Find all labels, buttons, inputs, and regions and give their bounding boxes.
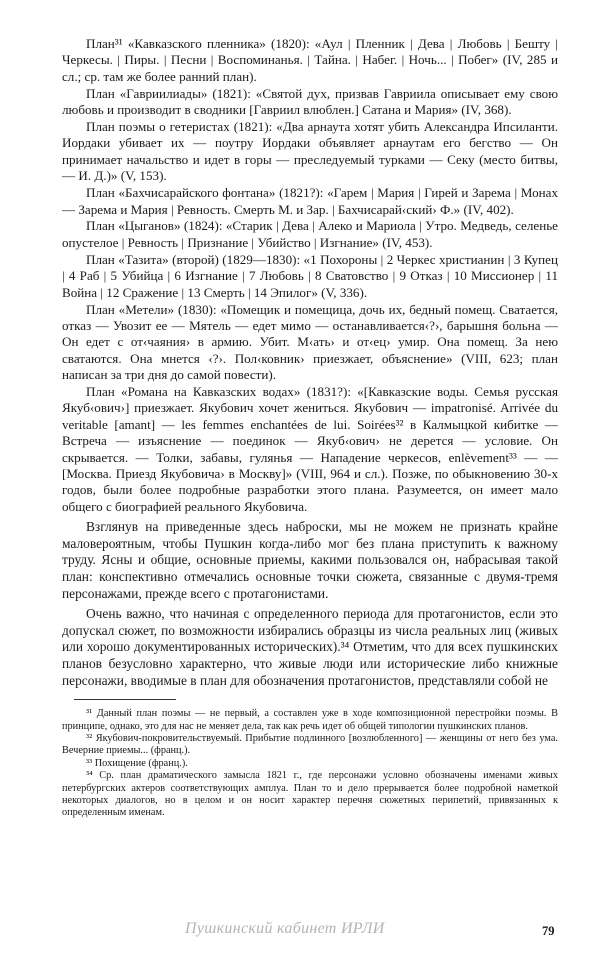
- plan-gavriiliada: План «Гавриилиады» (1821): «Святой дух, призвав Гавриила описывает ему свою любовь и производит в сводники [Гавриил влюблен.] Сатана и Мария» (IV, 368).: [62, 85, 558, 118]
- plan-tazit: План «Тазита» (второй) (1829—1830): «1 Похороны | 2 Черкес христианин | 3 Купец | 4 Раб | 5 Убийца | 6 Изгнание | 7 Любовь | 8 Сватовство | 9 Отказ | 10 Миссионер | 11 Война | 12 Сражение | 13 Смерть | 14 Эпилог» (V, 336).: [62, 251, 558, 300]
- page-number: 79: [542, 924, 555, 938]
- plan-kavkazsky-plennik: План³¹ «Кавказского пленника» (1820): «Аул | Пленник | Дева | Любовь | Бешту | Черкесы. | Пиры. | Песни | Воспоминанья. | Тайна. | Набег. | Ночь... | Побег» (IV, 285 и сл.; ср. там же более ранний план).: [62, 36, 558, 84]
- footnote-33: ³³ Похищение (франц.).: [86, 757, 188, 769]
- plan-tsygany: План «Цыганов» (1824): «Старик | Дева | Алеко и Мариола | Утро. Медведь, селенье опустелое | Ревность | Признание | Убийство | Изгнание» (IV, 453).: [62, 218, 558, 250]
- footnote-34: ³⁴ Ср. план драматического замысла 1821 г., где персонажи условно обозначены именами живых петербургских актеров соответствующих амплуа. План то и дело прерывается более подробной наметкой некоторых диалогов, но в целом и он носит характер перечня сюжетных перипетий, привязанных к определенным именам.: [62, 770, 558, 819]
- footnote-32: ³² Якубович-покровительствуемый. Прибытие подлинного [возлюбленного] — женщины от него без ума. Вечерние приемы... (франц.).: [62, 733, 558, 757]
- body-paragraph: Взглянув на приведенные здесь наброски, мы не можем не признать крайне маловероятным, чтобы Пушкин когда-либо мог без плана приступить к важному труду. Ясны и общие, основные приемы, какими пользовался он, набрасывая такой план: конспективно отмечались основные точки сюжета, связанные с двумя-тремя персонажами, прежде всего с протагонистами.: [62, 519, 558, 601]
- body-paragraph: Очень важно, что начиная с определенного периода для протагонистов, если это допускал сюжет, по возможности избирались образцы из числа реальных лиц (живых или хорошо документированных исторических).³⁴ Отметим, что для всех пушкинских планов безусловно характерно, что живые люди или исторические либо книжные персонажи, вводимые в план для обозначения протагонистов, представляли собой не: [62, 606, 558, 688]
- footnote-divider: [74, 699, 176, 700]
- plan-geteristy: План поэмы о гетеристах (1821): «Два арнаута хотят убить Александра Ипсиланти. Иордаки убивает их — поутру Иордаки объявляет арнаутам его бегство — Он принимает начальство и идет в горы — преследуемый турками — Секу (место битвы, — И. Д.)» (V, 153).: [62, 119, 558, 184]
- footnote-31: ³¹ Данный план поэмы — не первый, а составлен уже в ходе композиционной перестройки поэмы. В принципе, однако, это для нас не меняет дела, так как речь идет об общей типологии пушкинских планов.: [62, 708, 558, 732]
- plan-bakhchisaray: План «Бахчисарайского фонтана» (1821?): «Гарем | Мария | Гирей и Зарема | Монах — Зарема и Мария | Ревность. Смерть М. и Зар. | Бахчисарай‹ский› Ф.» (IV, 402).: [62, 185, 558, 217]
- watermark: Пушкинский кабинет ИРЛИ: [185, 920, 385, 937]
- plan-metel: План «Метели» (1830): «Помещик и помещица, дочь их, бедный помещ. Сватается, отказ — Увозит ее — Мятель — едет мимо — останавливается‹?›, барышня больна — Он едет с от‹чаяния› в армию. Убит. М‹ать› и от‹ец› умир. Она помещ. За нею сватаются. Она мнется ‹?›. Пол‹ковник› приезжает, объяснение» (VIII, 623; план написан за три дня до самой повести).: [62, 301, 558, 383]
- plan-roman-kavkazskie-vody: План «Романа на Кавказских водах» (1831?): «[Кавказские воды. Семья русская Якуб‹ович›] приезжает. Якубович хочет жениться. Якубович — impatronisé. Arrivée du veritable [amant] — les femmes enchantées de lui. Soirées³² в Калмыцкой кибитке — Встреча — изъяснение — поединок — Якуб‹ович› не дерется — условие. Он скрывается. — Толки, забавы, гулянья — Нападение черкесов, enlèvement³³ — — [Москва. Приезд Якубовича› в Москву]» (VIII, 964 и сл.). Позже, по обыкновению 30-х годов, были более подробные разработки этого плана. Разумеется, он имеет мало общего с биографией реального Якубовича.: [62, 384, 558, 514]
- page-body: [62, 36, 558, 820]
